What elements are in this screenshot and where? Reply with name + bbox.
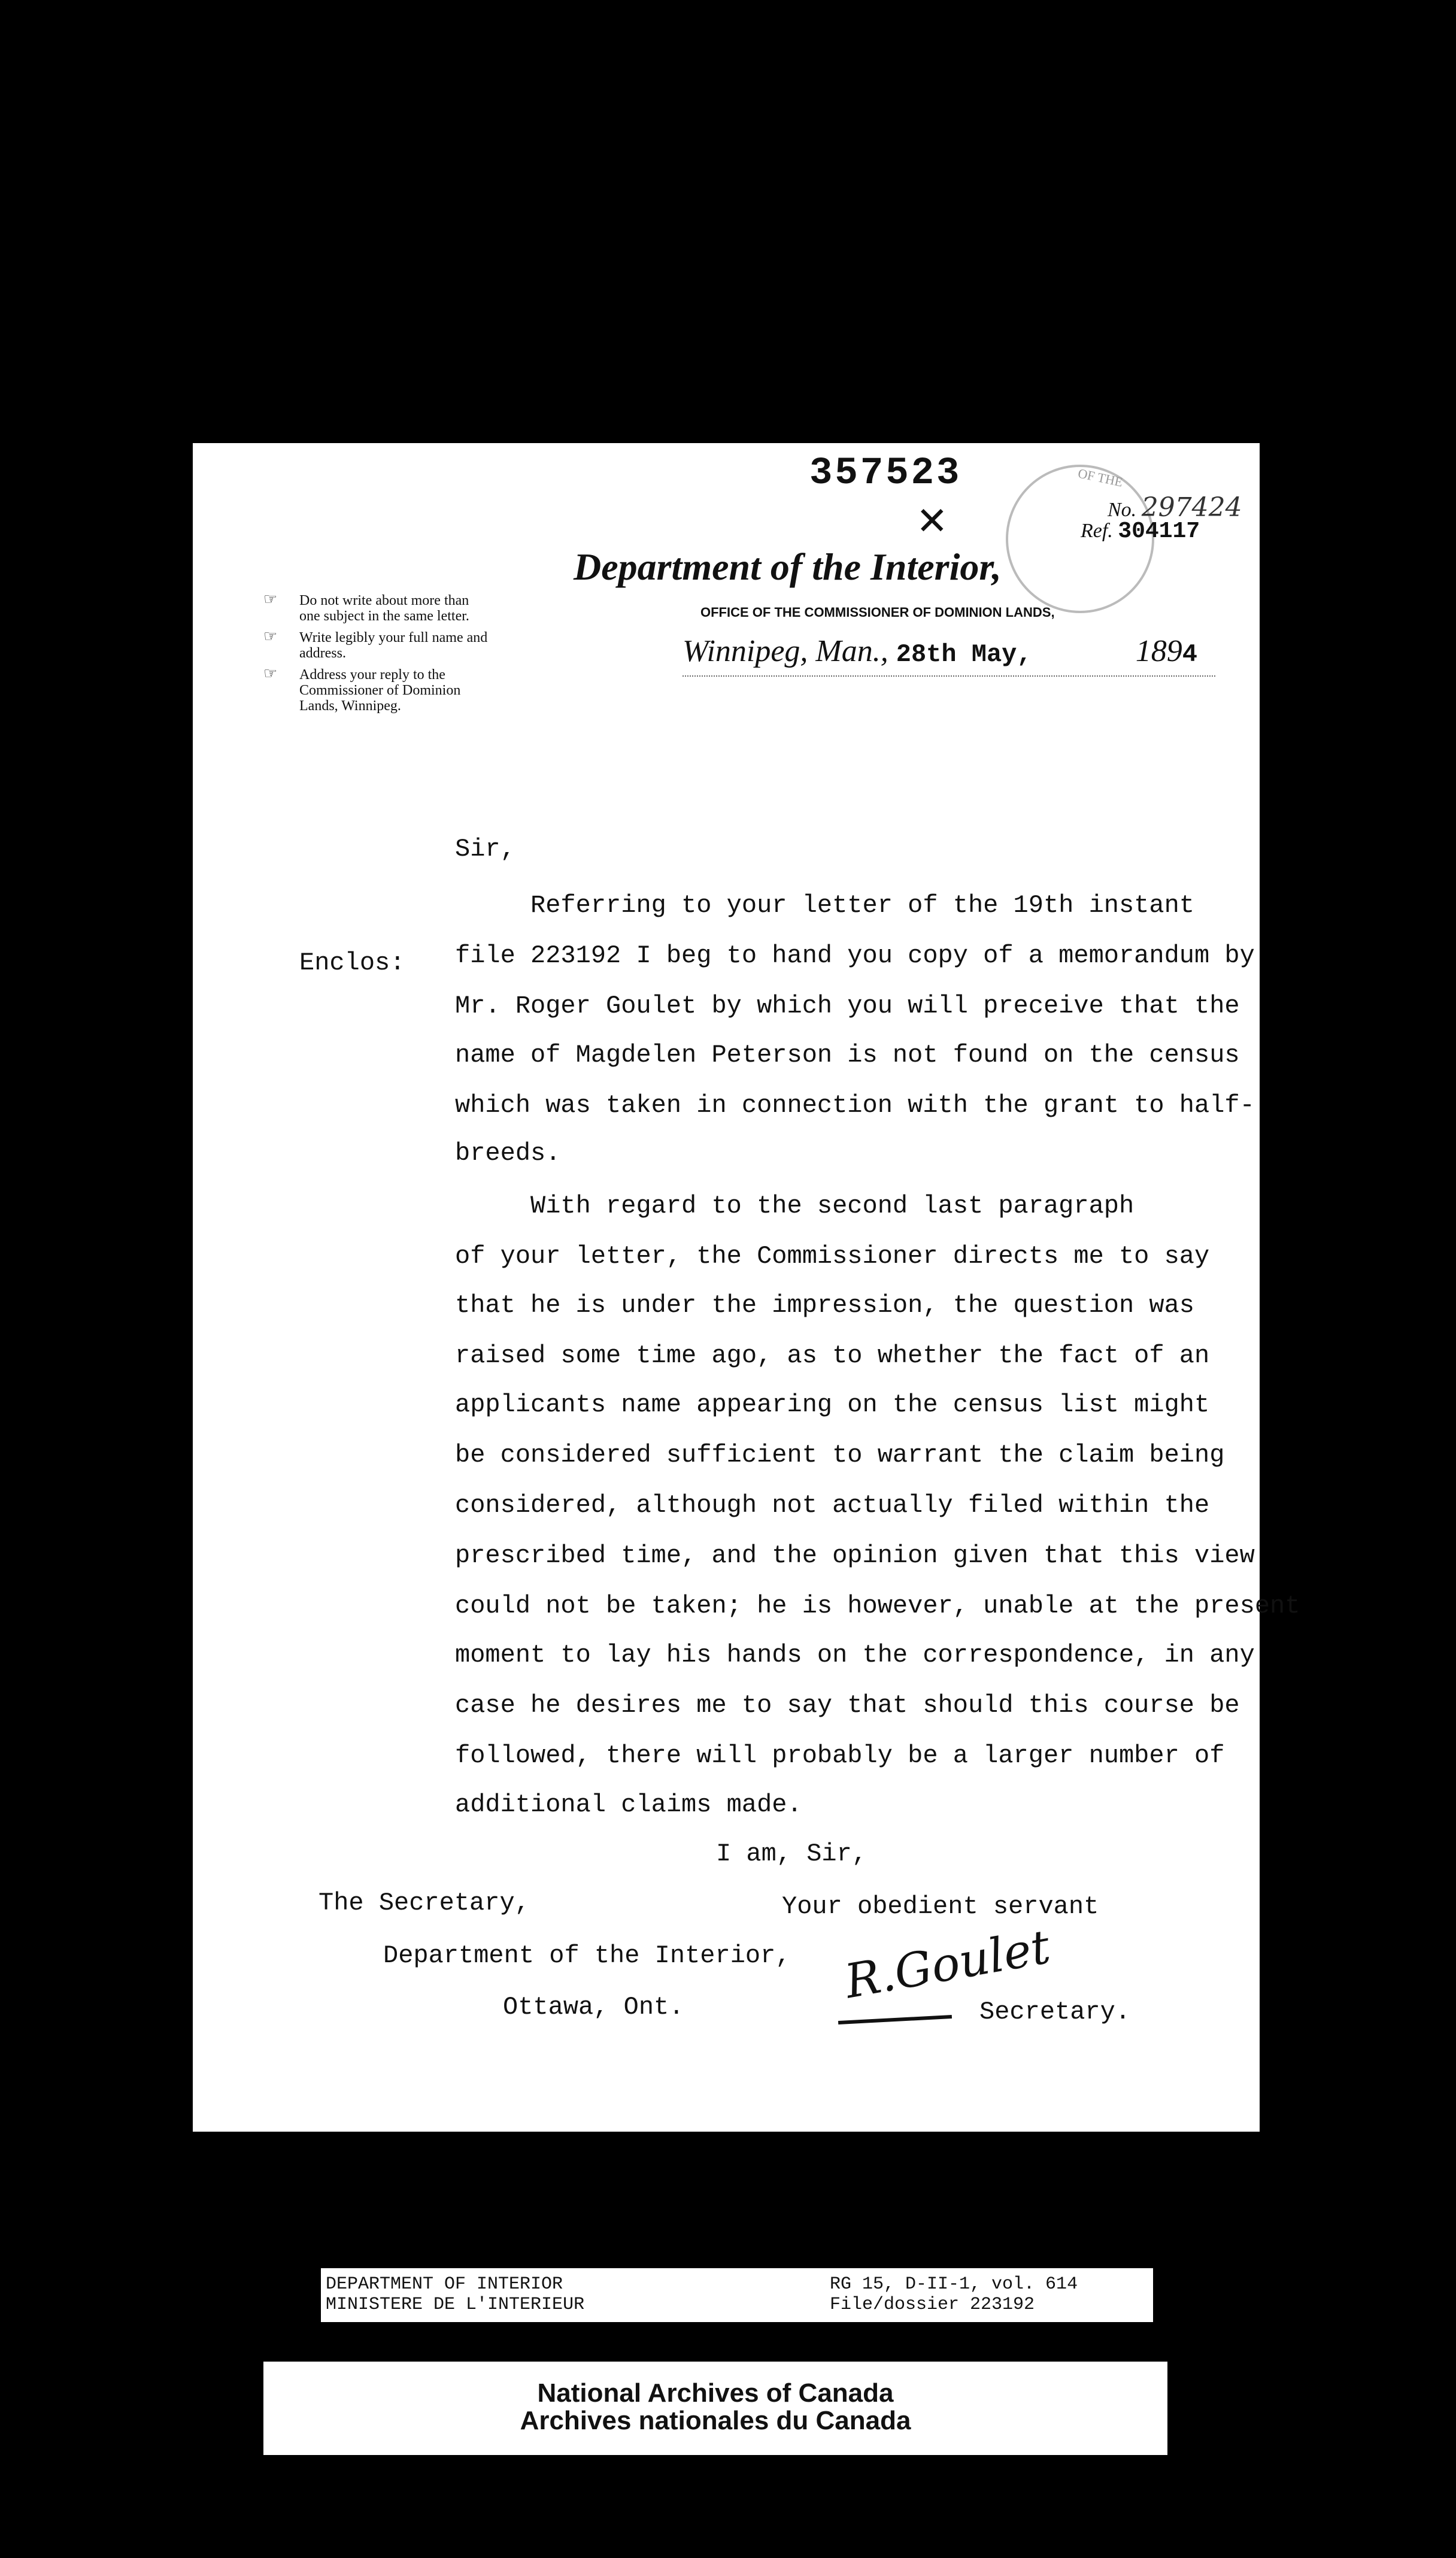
pointing-hand-icon: ☞ xyxy=(263,628,278,645)
body-line: Mr. Roger Goulet by which you will preceive that the xyxy=(455,992,1240,1020)
body-line: followed, there will probably be a larger number of xyxy=(455,1741,1225,1770)
addressee-line: Ottawa, Ont. xyxy=(503,1993,684,2021)
office-subheading: OFFICE OF THE COMMISSIONER OF DOMINION LANDS, xyxy=(700,605,1055,620)
pointing-hand-icon: ☞ xyxy=(263,590,278,608)
department-heading: Department of the Interior, xyxy=(574,545,1002,588)
department-en: DEPARTMENT OF INTERIOR xyxy=(326,2274,563,2295)
addressee-line: Department of the Interior, xyxy=(383,1941,791,1970)
note-item xyxy=(263,590,491,624)
body-line: raised some time ago, as to whether the fact of an xyxy=(455,1341,1210,1370)
archive-name-en: National Archives of Canada xyxy=(537,2378,894,2408)
archive-name-fr: Archives nationales du Canada xyxy=(520,2406,911,2435)
instruction-notes xyxy=(263,590,491,720)
closing-servant: Your obedient servant xyxy=(782,1892,1099,1921)
body-line: breeds. xyxy=(455,1139,561,1168)
archive-reference-label xyxy=(321,2268,1153,2322)
body-line: could not be taken; he is however, unable at the present xyxy=(455,1592,1300,1620)
body-line: applicants name appearing on the census list might xyxy=(455,1390,1210,1419)
body-line: name of Magdelen Peterson is not found on the census xyxy=(455,1041,1240,1069)
reference-number xyxy=(1081,519,1200,544)
file-number-handwritten: 297424 xyxy=(1141,492,1242,523)
body-line: which was taken in connection with the grant to half- xyxy=(455,1091,1255,1120)
reference-label: Ref. xyxy=(1081,520,1113,542)
closing-salutation: I am, Sir, xyxy=(716,1839,867,1868)
archive-name-label xyxy=(263,2362,1167,2455)
stamp-text: OF THE xyxy=(1076,465,1124,490)
note-item xyxy=(263,667,491,714)
body-line: Sir, xyxy=(455,835,515,863)
enclosure-note: Enclos: xyxy=(299,948,405,977)
body-line: of your letter, the Commissioner directs me to say xyxy=(455,1242,1210,1271)
archive-reference: RG 15, D-II-1, vol. 614 xyxy=(830,2274,1078,2295)
place: Winnipeg, Man., xyxy=(682,634,888,668)
body-line: prescribed time, and the opinion given that this view xyxy=(455,1541,1255,1570)
body-line: Referring to your letter of the 19th instant xyxy=(455,891,1195,920)
note-text: Do not write about more than one subject in the same letter. xyxy=(299,593,469,624)
handwritten-x-mark: ✕ xyxy=(916,499,948,544)
body-line: moment to lay his hands on the correspondence, in any xyxy=(455,1641,1255,1669)
note-text: Write legibly your full name and address. xyxy=(299,630,488,661)
body-line: With regard to the second last paragraph xyxy=(455,1192,1135,1220)
body-line: file 223192 I beg to hand you copy of a memorandum by xyxy=(455,941,1255,970)
body-line: case he desires me to say that should this course be xyxy=(455,1691,1240,1720)
serial-number: 357523 xyxy=(809,452,962,495)
year-typed: 4 xyxy=(1182,640,1197,669)
date-line xyxy=(682,634,1215,677)
handwritten-signature: R.Goulet xyxy=(841,1920,1054,2010)
file-number-label: No. xyxy=(1108,499,1137,521)
note-text: Address your reply to the Commissioner of Dominion Lands, Winnipeg. xyxy=(299,667,461,714)
addressee-line: The Secretary, xyxy=(318,1889,530,1917)
body-line: be considered sufficient to warrant the claim being xyxy=(455,1441,1225,1469)
reference-value: 304117 xyxy=(1118,519,1200,544)
body-line: that he is under the impression, the question was xyxy=(455,1291,1195,1320)
year xyxy=(1136,634,1197,669)
year-prefix: 189 xyxy=(1135,634,1182,668)
note-item xyxy=(263,630,491,661)
body-line: considered, although not actually filed within the xyxy=(455,1491,1210,1520)
date-typed: 28th May, xyxy=(896,640,1032,669)
body-line: additional claims made. xyxy=(455,1790,802,1819)
signatory-title: Secretary. xyxy=(979,1998,1131,2026)
department-fr: MINISTERE DE L'INTERIEUR xyxy=(326,2295,585,2315)
pointing-hand-icon: ☞ xyxy=(263,665,278,682)
archive-file: File/dossier 223192 xyxy=(830,2295,1035,2315)
